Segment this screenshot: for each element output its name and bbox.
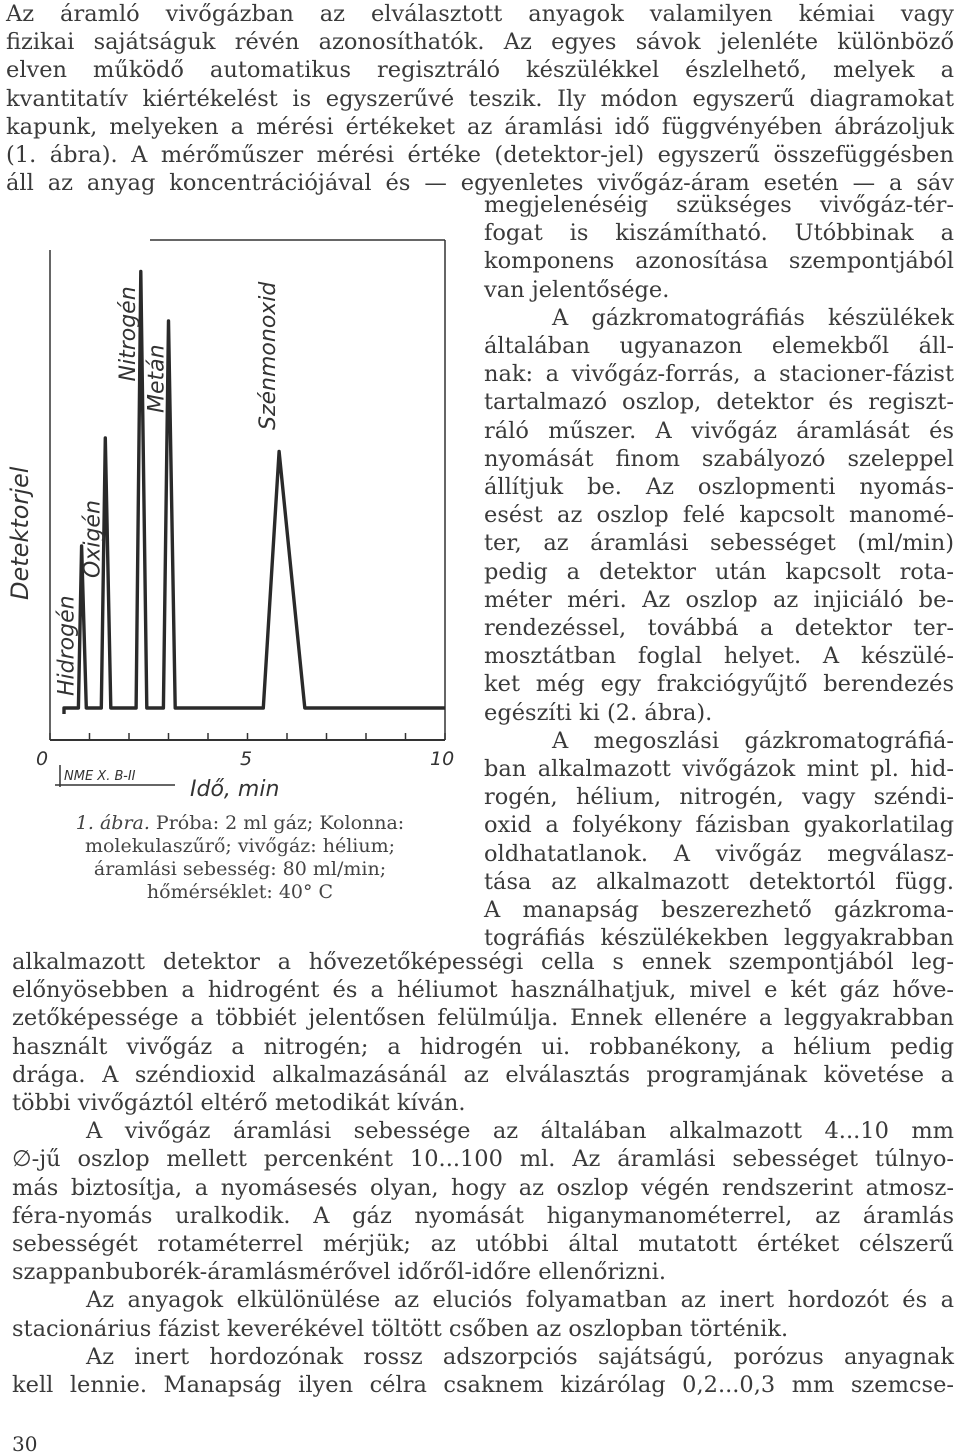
x-axis-label: Idő, min <box>190 777 280 802</box>
text-line: esést az oszlop felé kapcsolt manomé- <box>484 502 954 529</box>
text-line: alkalmazott detektor a hővezetőképességi cella s ennek szempontjából leg- <box>12 949 954 975</box>
text-line: rendezéssel, továbbá a detektor ter- <box>484 615 954 641</box>
text-line: pedig a detektor után kapcsolt rota- <box>484 558 954 585</box>
figure-caption-line-3: áramlási sebesség: 80 ml/min; <box>93 858 387 880</box>
figure-caption-line-1: 1. ábra. Próba: 2 ml gáz; Kolonna: <box>75 812 405 834</box>
text-line: szappanbuborék-áramlásmérővel időről-időre ellenőrizni. <box>12 1259 667 1286</box>
text-line: drága. A széndioxid alkalmazásánál az elválasztás programjának követése a <box>12 1061 954 1088</box>
text-line: egészíti ki (2. ábra). <box>484 699 713 726</box>
text-line: (1. ábra). A mérőműszer mérési értéke (detektor-jel) egyszerű összefüggésben <box>6 142 954 168</box>
text-line: más biztosítja, a nyomásesés olyan, hogy az oszlop végén rendszerint atmosz- <box>12 1174 954 1201</box>
peak-label: Metán <box>144 344 170 413</box>
text-line: többi vivőgáztól eltérő metodikát kíván. <box>12 1090 466 1116</box>
text-line: fizikai sajátságuk révén azonosíthatók. Az egyes sávok jelenléte különböző <box>6 29 954 56</box>
text-line: Az inert hordozónak rossz adszorpciós sajátságú, porózus anyagnak <box>86 1343 954 1370</box>
text-line: kell lennie. Manapság ilyen célra csaknem kizárólag 0,2...0,3 mm szemcse- <box>12 1372 954 1398</box>
peak-label: Szénmonoxid <box>256 281 282 430</box>
text-line: A vivőgáz áramlási sebessége az általában alkalmazott 4...10 mm <box>86 1118 954 1145</box>
figure-caption-line-2: molekulaszűrő; vivőgáz: hélium; <box>84 835 396 857</box>
text-line: sebességét rotaméterrel mérjük; az utóbbi által mutatott értéket célszerű <box>12 1231 954 1257</box>
text-line: használt vivőgáz a nitrogén; a hidrogén ui. robbanékony, a hélium pedig <box>12 1033 954 1060</box>
text-line: kvantitatív kiértékelést is egyszerűvé teszik. Ily módon egyszerű diagramokat <box>6 85 954 112</box>
figure-caption-line-4: hőmérséklet: 40° C <box>146 881 334 903</box>
text-line: tása az alkalmazott detektortól függ. <box>484 868 954 895</box>
text-line: nyomását finom szabályozó szeleppel <box>484 445 954 472</box>
text-line: ket még egy frakciógyűjtő berendezés <box>484 671 954 698</box>
text-line: oldhatatlanok. A vivőgáz megválasz- <box>484 840 954 867</box>
text-line: ban alkalmazott vivőgázok mint pl. hid- <box>484 756 954 782</box>
stamp-text: NME X. B-II <box>64 769 136 784</box>
text-line: ter, az áramlási sebességet (ml/min) <box>484 530 954 557</box>
text-line: nak: a vivőgáz-forrás, a stacioner-fázist <box>484 361 954 388</box>
text-line: stacionárius fázist keverékével töltött csőben az oszlopban történik. <box>12 1315 789 1342</box>
tick-label-5: 5 <box>240 748 253 770</box>
tick-label-0: 0 <box>36 748 49 770</box>
figure-number: 1. ábra. <box>75 812 150 834</box>
text-line: fogat is kiszámítható. Utóbbinak a <box>484 220 954 247</box>
text-line: mosztátban foglal helyet. A készülé- <box>484 643 954 670</box>
text-line: kapunk, melyeken a mérési értékeket az áramlási idő függvényében ábrázoljuk <box>6 113 954 140</box>
text-line: rogén, hélium, nitrogén, vagy széndi- <box>484 784 954 811</box>
text-line: általában ugyanazon elemekből áll- <box>484 333 954 359</box>
tick-label-10: 10 <box>430 748 455 770</box>
text-line: A megoszlási gázkromatográfiá- <box>552 727 954 754</box>
text-line: A gázkromatográfiás készülékek <box>552 304 954 331</box>
peak-label: Hidrogén <box>54 595 80 696</box>
text-line: ráló műszer. A vivőgáz áramlását és <box>484 417 954 444</box>
axis-ticks <box>50 733 445 740</box>
text-line: oxid a folyékony fázisban gyakorlatilag <box>484 812 954 839</box>
figure-chromatogram <box>0 230 470 810</box>
text-line: ∅-jű oszlop mellett percenként 10...100 ml. Az áramlási sebességet túlnyo- <box>12 1146 954 1173</box>
text-line: féra-nyomás uralkodik. A gáz nyomását higanymanométerrel, az áramlás <box>12 1202 954 1229</box>
page-number: 30 <box>12 1432 38 1456</box>
peak-label: Nitrogén <box>115 286 141 382</box>
text-line: elven működő automatikus regisztráló készülékkel észlelhető, melyek a <box>6 57 954 84</box>
text-line: komponens azonosítása szempontjából <box>484 248 954 275</box>
y-axis-label: Detektorjel <box>6 466 34 600</box>
text-line: méter méri. Az oszlop az injiciáló be- <box>484 586 954 613</box>
text-line: tográfiás készülékekben leggyakrabban <box>484 925 954 952</box>
text-line: van jelentősége. <box>484 276 670 303</box>
text-line: megjelenéséig szükséges vivőgáz-tér- <box>484 192 954 218</box>
text-line: tartalmazó oszlop, detektor és regiszt- <box>484 389 954 416</box>
text-line: áll az anyag koncentrációjával és — egyenletes vivőgáz-áram esetén — a sáv <box>6 170 954 197</box>
peak-label: Oxigén <box>80 500 106 578</box>
text-line: állítjuk be. Az oszlopmenti nyomás- <box>484 474 954 500</box>
text-line: A manapság beszerezhető gázkroma- <box>484 897 954 923</box>
text-line: előnyösebben a hidrogént és a héliumot használhatjuk, mivel e két gáz hőve- <box>12 977 954 1004</box>
text-line: Az anyagok elkülönülése az eluciós folyamatban az inert hordozót és a <box>86 1287 954 1314</box>
text-line: Az áramló vivőgázban az elválasztott anyagok valamilyen kémiai vagy <box>6 1 954 27</box>
text-line: zetőképessége a többiét jelentősen felülmúlja. Ennek ellenére a leggyakrabban <box>12 1005 954 1032</box>
